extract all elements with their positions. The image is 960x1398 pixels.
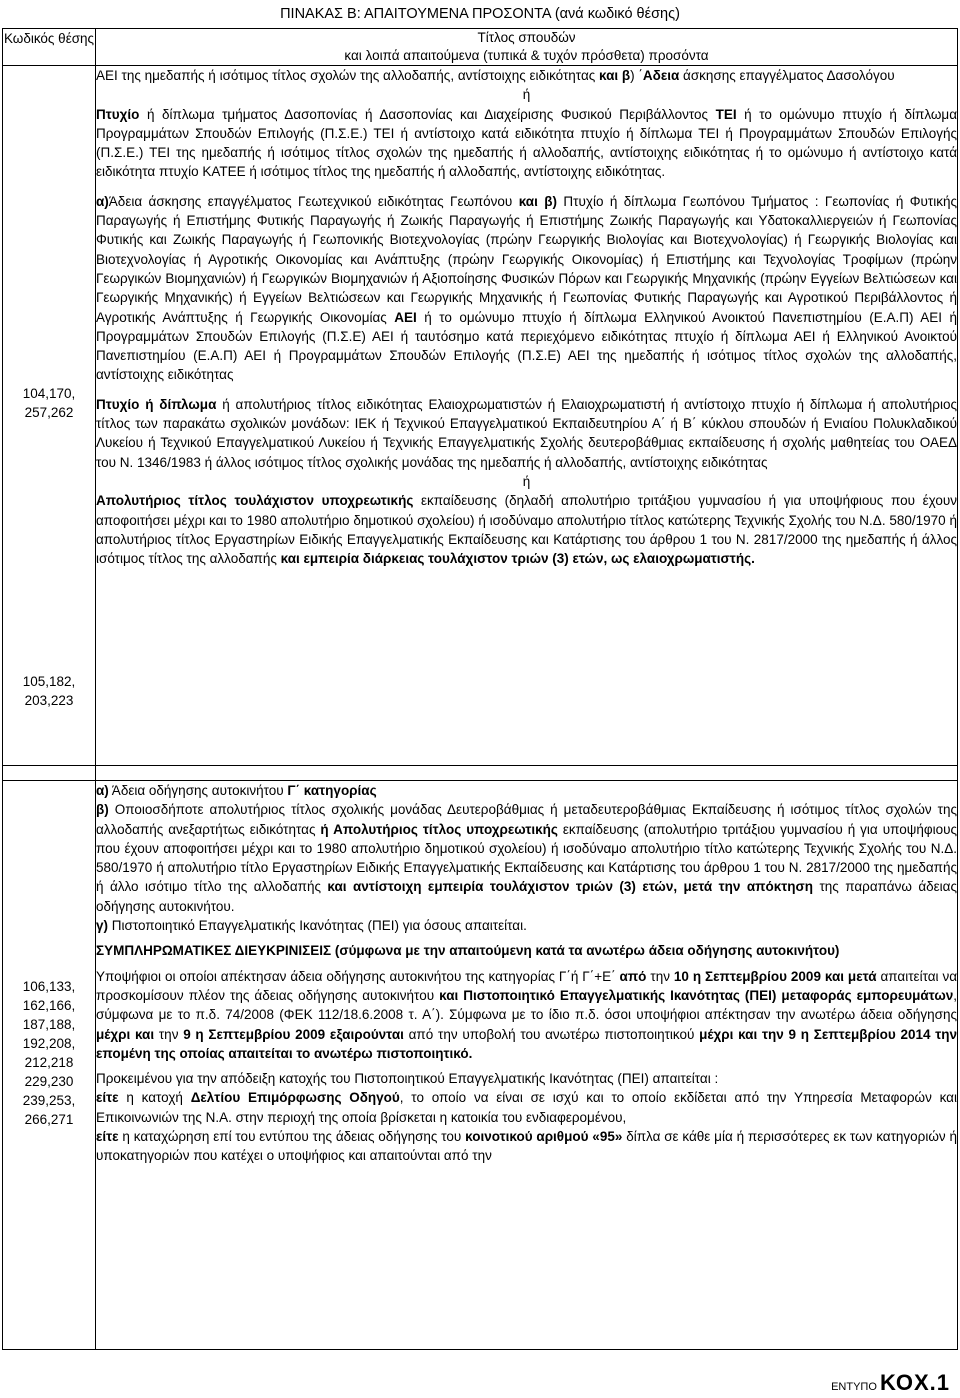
paragraph: ή (522, 473, 531, 489)
row-body (96, 781, 958, 1350)
paragraph: Πτυχίο ή δίπλωμα ή απολυτήριος τίτλος ειδικότητας Ελαιοχρωματιστών ή Ελαιοχρωματιστή ή αντίστοιχο πτυχίο ή δίπλωμα ή απολυτήριος τίτλος των παρακάτω σχολικών μονάδων: ΙΕΚ ή Τεχνικού Επαγγελματικού Εκπαιδευτηρίου Α΄ ή Β΄ κύκλου σπουδών ή Ενιαίου Πολυκλαδικού Λυκείου ή Τεχνικού Επαγγελματικού Λυκείου ή Τεχνικής Επαγγελματικής Σχολής δευτεροβάθμιας εκπαίδευσης ή σχολής μαθητείας του ΟΑΕΔ του Ν. 1346/1983 ή άλλος ισότιμος τίτλος σχολικής μονάδας της ημεδαπής ή αλλοδαπής, αντίστοιχης ειδικότητας (96, 396, 957, 470)
header-code: Κωδικός θέσης (3, 29, 96, 66)
paragraph: γ) Πιστοποιητικό Επαγγελματικής Ικανότητας (ΠΕΙ) για όσους απαιτείται. (96, 918, 527, 934)
paragraph: ή (522, 87, 531, 103)
paragraph: α) Άδεια οδήγησης αυτοκινήτου Γ΄ κατηγορίας (96, 783, 377, 798)
row-codes (3, 66, 96, 766)
codes-label: 104,170, 257,262 (22, 386, 76, 420)
paragraph: α)Άδεια άσκησης επαγγέλματος Γεωτεχνικού ειδικότητας Γεωπόνου και β) Πτυχίο ή δίπλωμα Γεωπόνου Τμήματος : Γεωπονίας ή Φυτικής Παραγωγής ή Επιστήμης Φυτικής Παραγωγής ή Ζωικής Παραγωγής ή Επιστήμης Ζωικής Παραγωγής και Υδατοκαλλιεργειών ή Γεωπονίας Φυτικής και Ζωικής Παραγωγής ή Γεωπονικής Βιοτεχνολογίας (πρώην Γεωργικής Βιολογίας και Βιοτεχνολογίας) ή Γεωργικής Βιολογίας και Βιοτεχνολογίας ή Αγροτικής Οικονομίας και Ανάπτυξης (πρώην Γεωργικής Οικονομίας) ή Επιστήμης και Τεχνολογίας Τροφίμων (πρώην Γεωργικών Βιομηχανιών) ή Γεωργικών Βιομηχανιών ή Αξιοποίησης Φυσικών Πόρων και Γεωργικής Μηχανικής (πρώην Εγγείων Βελτιώσεων και Γεωργικής Μηχανικής) ή Εγγείων Βελτιώσεων και Γεωργικής Μηχανικής ή Γεωπονίας Φυτικής Παραγωγής και Αγροτικού Περιβάλλοντος ή Αγροτικής Ανάπτυξης ή Γεωργικής Οικονομίας ΑΕΙ ή το ομώνυμο πτυχίο ή δίπλωμα Ελληνικού Ανοικτού Πανεπιστημίου (Ε.Α.Π) ΑΕΙ ή Προγραμμάτων Σπουδών Επιλογής (Π.Σ.Ε) ΑΕΙ ή ταυτόσημο κατά περιεχόμενο ειδικότητας πτυχίο ή δίπλωμα ΑΕΙ ή Ελληνικού Ανοικτού Πανεπιστημίου (Ε.Α.Π) ΑΕΙ ή Προγραμμάτων Σπουδών Επιλογής (Π.Σ.Ε) ΑΕΙ της ημεδαπής ή ισότιμος τίτλος σχολών της αλλοδαπής, αντίστοιχης ειδικότητας (96, 193, 957, 383)
requirements-table (2, 28, 958, 1350)
paragraph: είτε η κατοχή Δελτίου Επιμόρφωσης Οδηγού, το οποίο να είναι σε ισχύ και το οποίο εκδίδεται από την Υπηρεσία Μεταφορών και Επικοινωνιών της Ν.Α. στην περιοχή της οποία βρίσκεται η κατοικία του ενδιαφερομένου, (96, 1090, 957, 1125)
codes-label: 105,182, 203,223 (22, 674, 76, 708)
table-row (3, 66, 958, 766)
paragraph: Απολυτήριος τίτλος τουλάχιστον υποχρεωτικής εκπαίδευσης (δηλαδή απολυτήριο τριτάξιου γυμνασίου ή για υποψήφιους που έχουν αποφοιτήσει μέχρι και το 1980 απολυτήριο δημοτικού σχολείου) ή ισοδύναμο απολυτήριο τίτλος κατώτερης Τεχνικής Σχολής του Ν.Δ. 580/1970 ή απολυτήριος τίτλος Εργαστηρίων Ειδικής Επαγγελματικής Εκπαίδευσης και Κατάρτισης του άρθρου 1 του Ν. 2817/2000 της ημεδαπής ή άλλος ισότιμος τίτλος της αλλοδαπής και εμπειρία διάρκειας τουλάχιστον τριών (3) ετών, ως ελαιοχρωματιστής. (96, 493, 957, 567)
paragraph: β) Οποιοσδήποτε απολυτήριος τίτλος σχολικής μονάδας Δευτεροβάθμιας ή μεταδευτεροβάθμιας Εκπαίδευσης ή ισότιμος τίτλος σχολών της αλλοδαπής ανεξαρτήτως ειδικότητας ή Απολυτήριος τίτλος υποχρεωτικής εκπαίδευσης (απολυτήριο τριτάξιου γυμνασίου ή για υποψήφιους που έχουν αποφοιτήσει μέχρι και το 1980 απολυτήριο δημοτικού σχολείου) ή ισοδύναμο απολυτήριο τίτλο κατώτερης Τεχνικής Σχολής του Ν.Δ. 580/1970 ή απολυτήριο τίτλο Εργαστηρίων Ειδικής Επαγγελματικής Εκπαίδευσης και Κατάρτισης του άρθρου 1 του Ν. 2817/2000 της ημεδαπής ή άλλο ισότιμο τίτλο της αλλοδαπής και αντίστοιχη εμπειρία τουλάχιστον τριών (3) ετών, μετά την απόκτηση της παραπάνω άδειας οδήγησης αυτοκινήτου. (96, 802, 957, 914)
table-row (3, 781, 958, 1350)
codes-label: 106,133, 162,166, 187,188, 192,208, 212,218 229,230 239,253, 266,271 (22, 979, 76, 1127)
header-line-2: και λοιπά απαιτούμενα (τυπικά & τυχόν πρόσθετα) προσόντα (344, 48, 709, 63)
header-qualifications (96, 29, 958, 66)
paragraph: ΑΕΙ της ημεδαπής ή ισότιμος τίτλος σχολών της αλλοδαπής, αντίστοιχης ειδικότητας και β) ΄Αδεια άσκησης επαγγέλματος Δασολόγου (96, 68, 895, 83)
row-0-content (96, 66, 957, 385)
footer-label: ΕΝΤΥΠΟ (831, 1381, 877, 1393)
row-2-content (96, 781, 957, 1166)
row-body (96, 66, 958, 766)
paragraph: ΣΥΜΠΛΗΡΩΜΑΤΙΚΕΣ ΔΙΕΥΚΡΙΝΙΣΕΙΣ (σύμφωνα με την απαιτούμενη κατά τα ανωτέρω άδεια οδήγησης αυτοκινήτου) (96, 943, 840, 959)
table-header-row (3, 29, 958, 66)
form-footer (831, 1370, 950, 1396)
row-codes (3, 781, 96, 1350)
header-line-1: Τίτλος σπουδών (477, 30, 576, 45)
paragraph: είτε η καταχώρηση επί του εντύπου της άδειας οδήγησης του κοινοτικού αριθμού «95» δίπλα σε κάθε μία ή περισσότερες εκ των κατηγοριών ή υποκατηγοριών που κατέχει ο υποψήφιος και απαιτούνται από την (96, 1129, 958, 1164)
page-title: ΠΙΝΑΚΑΣ Β: ΑΠΑΙΤΟΥΜΕΝΑ ΠΡΟΣΟΝΤΑ (ανά κωδικό θέσης) (280, 6, 680, 22)
footer-code: ΚΟΧ.1 (879, 1370, 950, 1395)
row-1-content (96, 395, 957, 569)
paragraph: Προκειμένου για την απόδειξη κατοχής του Πιστοποιητικού Επαγγελματικής Ικανότητας (ΠΕΙ) απαιτείται : (96, 1071, 719, 1087)
paragraph: Υποψήφιοι οι οποίοι απέκτησαν άδεια οδήγησης αυτοκινήτου της κατηγορίας Γ΄ή Γ΄+Ε΄ από την 10 η Σεπτεμβρίου 2009 και μετά απαιτείται να προσκομίσουν πλέον της άδειας οδήγησης αυτοκινήτου και Πιστοποιητικό Επαγγελματικής Ικανότητας (ΠΕΙ) μεταφοράς εμπορευμάτων, σύμφωνα με το π.δ. 74/2008 (ΦΕΚ 112/18.6.2008 τ. Α΄). Σύμφωνα με το ίδιο π.δ. όσοι υποψήφιοι απέκτησαν την ανωτέρω άδεια οδήγησης μέχρι και την 9 η Σεπτεμβρίου 2009 εξαιρούνται από την υποβολή του ανωτέρω πιστοποιητικού μέχρι και την 9 η Σεπτεμβρίου 2014 την επομένη της οποίας απαιτείται το ανωτέρω πιστοποιητικό. (96, 968, 958, 1061)
paragraph: Πτυχίο ή δίπλωμα τμήματος Δασοπονίας ή Δασοπονίας και Διαχείρισης Φυσικού Περιβάλλοντος ΤΕΙ ή το ομώνυμο πτυχίο ή δίπλωμα Προγραμμάτων Σπουδών Επιλογής (Π.Σ.Ε.) ΤΕΙ ή αντίστοιχο κατά ειδικότητα πτυχίο ή δίπλωμα ΤΕΙ ή Προγραμμάτων Σπουδών Επιλογής (Π.Σ.Ε.) ΤΕΙ της ημεδαπής ή ισότιμος τίτλος σχολών της ημεδαπής ή αλλοδαπής, αντίστοιχης ειδικότητας ή το ομώνυμο ή αντίστοιχο κατά ειδικότητα πτυχίο ΚΑΤΕΕ ή ισότιμος τίτλος της ημεδαπής ή αλλοδαπής, αντίστοιχης ειδικότητας. (96, 106, 957, 180)
